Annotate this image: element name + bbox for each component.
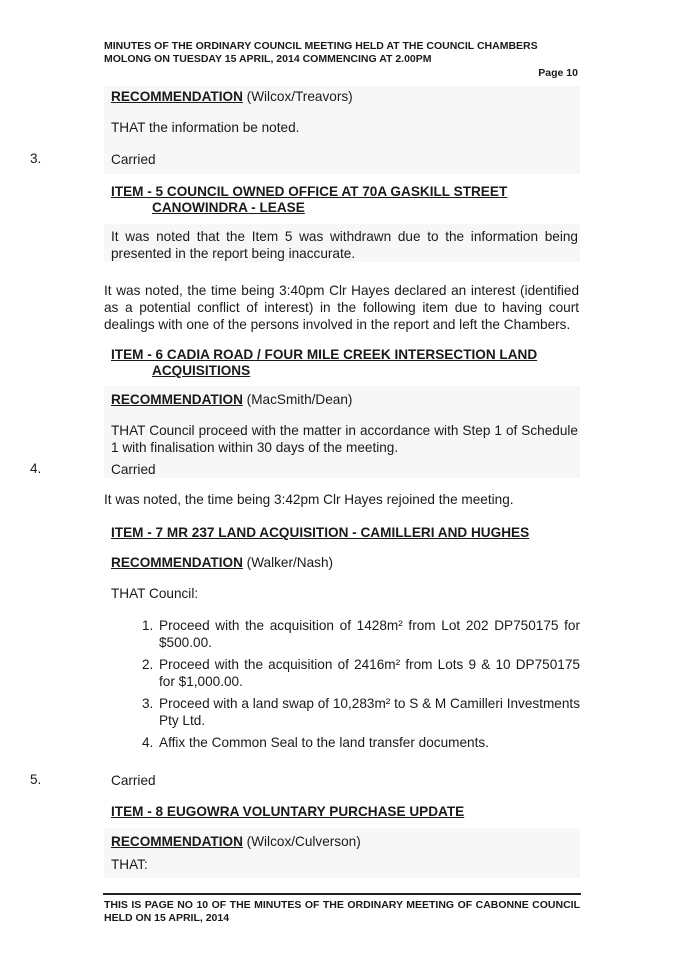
item-5-note: It was noted that the Item 5 was withdrawn due to the information being presented in the report being inaccurate. bbox=[111, 229, 578, 261]
list-item-number: 3. bbox=[142, 696, 154, 711]
recommendation-movers: (MacSmith/Dean) bbox=[242, 392, 353, 407]
resolution-number: 3. bbox=[30, 151, 42, 166]
recommendation-label: RECOMMENDATION bbox=[111, 89, 243, 104]
item-8-resolution-text: THAT: bbox=[111, 857, 148, 872]
header-line-1: MINUTES OF THE ORDINARY COUNCIL MEETING HELD AT THE COUNCIL CHAMBERS bbox=[104, 40, 538, 52]
interest-declaration-note: It was noted, the time being 3:40pm Clr Hayes declared an interest (identified as a potential conflict of interest) in the following item due to having court dealings with one of the persons involved in the report and left the Chambers. bbox=[104, 283, 579, 332]
recommendation-movers: (Walker/Nash) bbox=[242, 555, 334, 570]
item-7-resolution-number: 5. bbox=[30, 772, 42, 787]
recommendation-movers: (Wilcox/Culverson) bbox=[242, 834, 361, 849]
item-5-title-line-1: ITEM - 5 COUNCIL OWNED OFFICE AT 70A GASKILL STREET bbox=[111, 184, 508, 199]
list-item-text: Proceed with a land swap of 10,283m² to S & M Camilleri Investments Pty Ltd. bbox=[159, 696, 580, 728]
item-7-recommendation-heading bbox=[111, 554, 333, 571]
footer-rule bbox=[103, 893, 581, 895]
item-5-title-line-2: CANOWINDRA - LEASE bbox=[152, 200, 305, 215]
item-7-resolution-list bbox=[142, 617, 580, 757]
recommendation-label: RECOMMENDATION bbox=[111, 392, 243, 407]
recommendation-label: RECOMMENDATION bbox=[111, 555, 243, 570]
header-line-2: MOLONG ON TUESDAY 15 APRIL, 2014 COMMENCING AT 2.00PM bbox=[104, 53, 432, 65]
item-7-carried-label: Carried bbox=[111, 773, 156, 788]
list-item-text: Proceed with the acquisition of 2416m² from Lots 9 & 10 DP750175 for $1,000.00. bbox=[159, 657, 580, 689]
page-number: Page 10 bbox=[538, 67, 578, 79]
item-6-resolution-text: THAT Council proceed with the matter in accordance with Step 1 of Schedule 1 with finalisation within 30 days of the meeting. bbox=[111, 423, 578, 455]
page-header bbox=[104, 40, 579, 66]
list-item-number: 4. bbox=[142, 735, 154, 750]
recommendation-label: RECOMMENDATION bbox=[111, 834, 243, 849]
item-7-title: ITEM - 7 MR 237 LAND ACQUISITION - CAMILLERI AND HUGHES bbox=[111, 525, 530, 540]
list-item-text: Proceed with the acquisition of 1428m² from Lot 202 DP750175 for $500.00. bbox=[159, 618, 580, 650]
item-6-carried-label: Carried bbox=[111, 462, 156, 477]
list-item-number: 2. bbox=[142, 657, 154, 672]
recommendation-movers: (Wilcox/Treavors) bbox=[242, 89, 353, 104]
item-8-recommendation-heading bbox=[111, 833, 361, 850]
item-6-title-line-2: ACQUISITIONS bbox=[152, 363, 251, 378]
item-6-recommendation-heading bbox=[111, 391, 352, 408]
resolution-text: THAT the information be noted. bbox=[111, 120, 300, 135]
rejoin-note: It was noted, the time being 3:42pm Clr Hayes rejoined the meeting. bbox=[104, 492, 514, 507]
list-item-text: Affix the Common Seal to the land transfer documents. bbox=[159, 735, 489, 750]
recommendation-heading bbox=[111, 88, 353, 105]
item-6-resolution-number: 4. bbox=[30, 461, 42, 476]
carried-label: Carried bbox=[111, 152, 156, 167]
item-6-title-line-1: ITEM - 6 CADIA ROAD / FOUR MILE CREEK INTERSECTION LAND bbox=[111, 347, 538, 362]
item-7-intro: THAT Council: bbox=[111, 586, 199, 601]
item-8-title: ITEM - 8 EUGOWRA VOLUNTARY PURCHASE UPDATE bbox=[111, 804, 465, 819]
page-footer: THIS IS PAGE NO 10 OF THE MINUTES OF THE ORDINARY MEETING OF CABONNE COUNCIL HELD ON 15 APRIL, 2014 bbox=[104, 899, 580, 924]
list-item-number: 1. bbox=[142, 618, 154, 633]
